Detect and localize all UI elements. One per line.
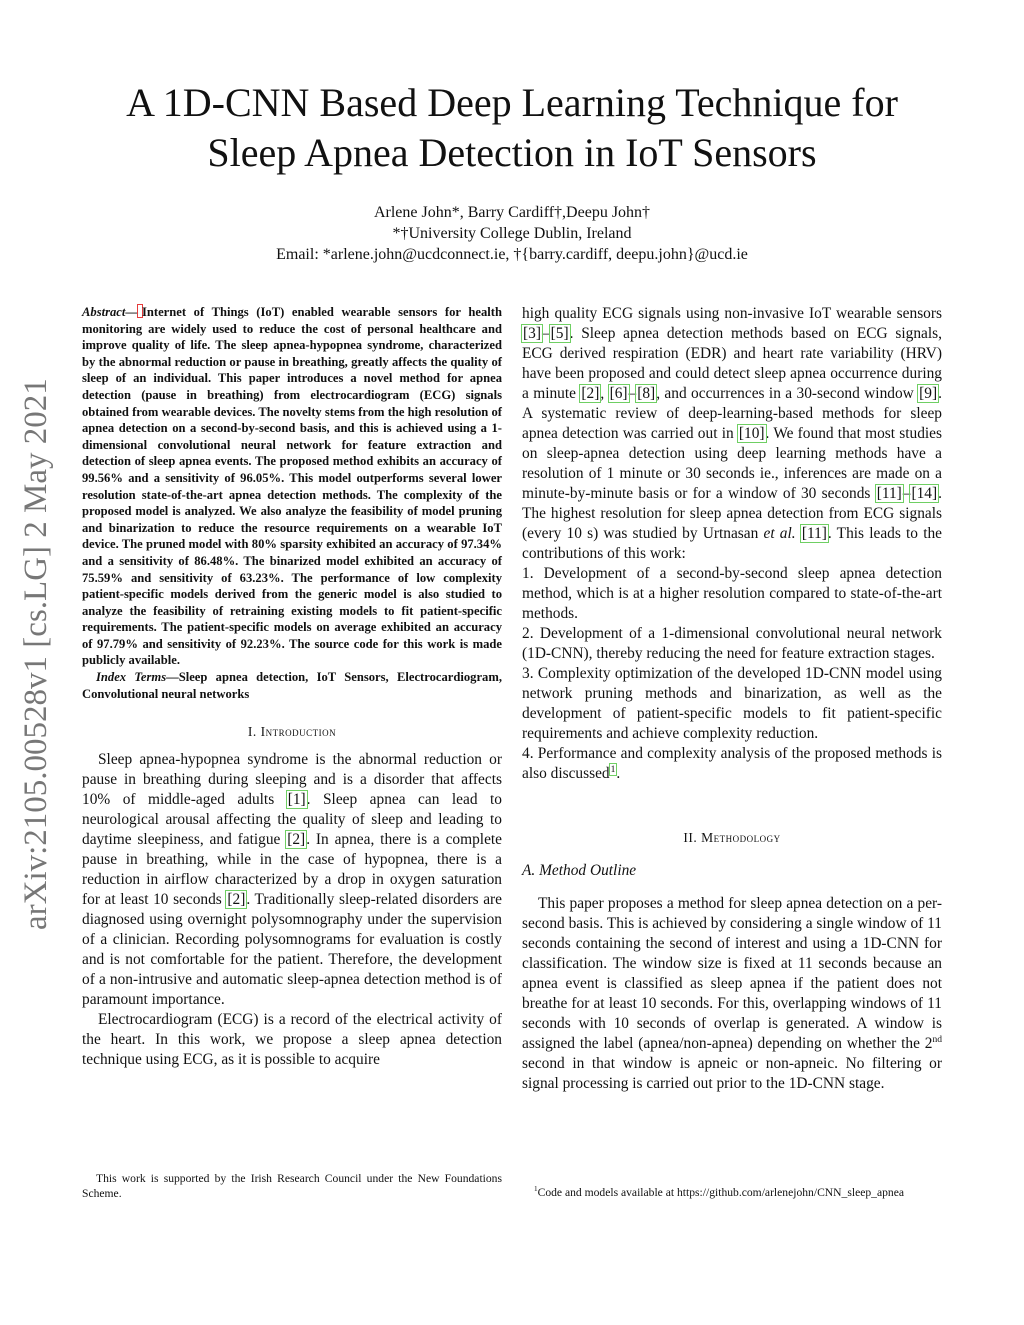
paper-title	[0, 78, 1024, 178]
title-line-1: A 1D-CNN Based Deep Learning Technique for	[126, 80, 898, 125]
section-number: II.	[683, 830, 698, 845]
text-run: –	[628, 385, 637, 402]
text-run: –	[902, 485, 911, 502]
author-names: Arlene John*, Barry Cardiff†,Deepu John†	[373, 204, 651, 221]
section-number: I.	[247, 724, 257, 740]
text-run: . This leads to the contributions of this work:	[522, 525, 942, 562]
right-column	[522, 304, 942, 1094]
text-run: ,	[600, 385, 609, 402]
left-column	[82, 304, 502, 1070]
citation-link[interactable]: [11]	[801, 525, 827, 542]
text-run: . Sleep apnea detection methods based on ECG signals, ECG derived respiration (EDR) and heart rate variability (HRV) have been proposed and could detect sleep apnea occurrence during a minute	[522, 325, 942, 402]
code-footnote-text: Code and models available at https://github.com/arlenejohn/CNN_sleep_apnea	[537, 1186, 904, 1199]
text-run: . The highest resolution for sleep apnea detection from ECG signals (every 10 s) was studied by Urtnasan	[522, 485, 942, 542]
text-run: second in that window is apneic or non-apneic. No filtering or signal processing is carried out prior to the 1D-CNN stage.	[522, 1055, 942, 1092]
citation-link[interactable]: [11]	[876, 485, 902, 502]
index-terms-text: Sleep apnea detection, IoT Sensors, Electrocardiogram, Convolutional neural networks	[82, 670, 502, 701]
text-run: . A systematic review of deep-learning-based methods for sleep apnea detection was carried out in	[522, 385, 942, 442]
citation-link[interactable]: [14]	[911, 485, 938, 502]
contribution-item-2: 2. Development of a 1-dimensional convolutional neural network (1D-CNN), thereby reducing the need for feature extraction stages.	[522, 625, 942, 662]
citation-link[interactable]: [8]	[637, 385, 656, 402]
title-line-2: Sleep Apnea Detection in IoT Sensors	[207, 130, 817, 175]
text-run: . In apnea, there is a complete pause in breathing, while in the case of hypopnea, there is a reduction in airflow characterized by a drop in oxygen saturation for at least 10 seconds	[82, 831, 503, 909]
text-run: . We found that most studies on sleep-apnea detection using deep learning methods have a resolution of 1 minute or 30 seconds ie., inferences are made on a minute-by-minute basis or for a window of 30 seconds	[522, 425, 942, 502]
text-run: 4. Performance and complexity analysis of the proposed methods is also discussed	[522, 745, 942, 782]
abstract-label: Abstract	[82, 305, 126, 319]
text-run: .	[616, 765, 621, 782]
section-heading-introduction	[82, 724, 502, 740]
text-run: high quality ECG signals using non-invasive IoT wearable sensors	[522, 305, 942, 322]
text-run: . Sleep apnea can lead to neurological arousal affecting the quality of sleep and leading to daytime sleepiness, and fatigue	[82, 791, 502, 849]
ordinal-suffix: nd	[932, 1033, 942, 1045]
text-run: , and occurrences in a 30-second window	[656, 385, 919, 402]
abstract	[82, 304, 502, 669]
contribution-item-1: 1. Development of a second-by-second sleep apnea detection method, which is at a higher resolution compared to state-of-the-art methods.	[522, 565, 942, 622]
contribution-item-4	[522, 744, 942, 784]
footnote-mark: 1	[534, 1185, 538, 1194]
author-block	[0, 202, 1024, 265]
intro-paragraph-1	[82, 750, 502, 1010]
citation-link[interactable]: [5]	[550, 325, 569, 342]
index-terms-dash: —	[166, 670, 179, 685]
funding-footnote-text: This work is supported by the Irish Research Council under the New Foundations Scheme.	[82, 1172, 502, 1200]
section-title: Methodology	[701, 830, 781, 845]
citation-link[interactable]: [10]	[738, 425, 765, 442]
text-run: . Traditionally sleep-related disorders are diagnosed using overnight polysomnography under the supervision of a clinician. Recording polysomnograms for evaluation is costly and is not comfortable for the patient. Therefore, the development of a non-intrusive and automatic sleep-apnea detection method is of paramount importance.	[82, 891, 502, 1009]
citation-link[interactable]: [9]	[919, 385, 938, 402]
method-outline-paragraph	[522, 894, 942, 1094]
arxiv-stamp: arXiv:2105.00528v1 [cs.LG] 2 May 2021	[18, 378, 54, 930]
citation-link[interactable]: [6]	[609, 385, 628, 402]
text-run: This paper proposes a method for sleep apnea detection on a per-second basis. This is achieved by considering a single window of 11 seconds containing the second of interest and using a 1D-CNN for classification. The window size is fixed at 11 seconds because an apnea event is classified as sleep apnea if the patient does not breathe for at least 10 seconds. For this, overlapping windows of 11 seconds with 10 seconds of overlap is generated. A window is assigned the label (apnea/non-apnea) depending on whether the 2	[522, 895, 942, 1052]
index-terms	[82, 669, 502, 702]
text-run: et al.	[763, 525, 796, 542]
subsection-heading-method-outline: A. Method Outline	[522, 862, 637, 879]
citation-link[interactable]: [3]	[523, 325, 541, 342]
text-run: –	[541, 325, 550, 342]
section-heading-methodology	[522, 830, 942, 846]
footnote-link[interactable]: 1	[610, 763, 616, 775]
citation-link[interactable]: [2]	[227, 891, 246, 909]
abstract-text: Internet of Things (IoT) enabled wearable sensors for health monitoring are widely used to reduce the cost of personal healthcare and improve quality of life. The sleep apnea-hypopnea syndrome, characterized by the abnormal reduction or pause in breathing, greatly affects the quality of sleep of an individual. This paper introduces a novel method for apnea detection (pause in breathing) from electrocardiogram (ECG) signals obtained from wearable devices. The novelty stems from the high resolution of apnea detection on a second-by-second basis, and this is achieved using a 1-dimensional convolutional neural network for feature extraction and detection of sleep apnea events. The proposed method exhibits an accuracy of 99.56% and a sensitivity of 96.05%. This model outperforms several lower resolution state-of-the-art apnea detection methods. The complexity of the proposed model is analyzed. We also analyze the feasibility of model pruning and binarization to reduce the resource requirements on a wearable IoT device. The pruned model with 80% sparsity exhibited an accuracy of 97.34% and a sensitivity of 86.48%. The binarized model exhibited an accuracy of 75.59% and sensitivity of 63.23%. The performance of low complexity patient-specific models derived from the generic model is also studied to analyze the feasibility of retraining existing models to fit patient-specific requirements. The patient-specific models on average exhibited an accuracy of 97.79% and sensitivity of 92.23%. The source code for this work is made publicly available.	[82, 305, 502, 668]
funding-footnote	[82, 1171, 502, 1201]
intro-paragraph-2: Electrocardiogram (ECG) is a record of the electrical activity of the heart. In this work, we propose a sleep apnea detection technique using ECG, as it is possible to acquire	[82, 1011, 502, 1069]
section-title: Introduction	[260, 724, 337, 740]
code-footnote	[534, 1185, 1004, 1200]
contribution-item-3: 3. Complexity optimization of the developed 1D-CNN model using network pruning methods and binarization, as well as the development of patient-specific models to fit patient-specific requirements and achieve complexity reduction.	[522, 665, 942, 742]
citation-link[interactable]: [2]	[581, 385, 600, 402]
citation-link[interactable]: [2]	[287, 831, 306, 849]
text-run: Sleep apnea-hypopnea syndrome is the abnormal reduction or pause in breathing during sleeping and is a disorder that affects 10% of middle-aged adults	[82, 751, 502, 809]
intro-continued-paragraph	[522, 304, 942, 564]
author-email: Email: *arlene.john@ucdconnect.ie, †{barry.cardiff, deepu.john}@ucd.ie	[276, 246, 748, 263]
author-affiliation: *†University College Dublin, Ireland	[392, 225, 632, 242]
citation-link[interactable]: [1]	[287, 791, 306, 809]
abstract-dash: —	[125, 305, 138, 319]
index-terms-label: Index Terms	[96, 670, 167, 685]
